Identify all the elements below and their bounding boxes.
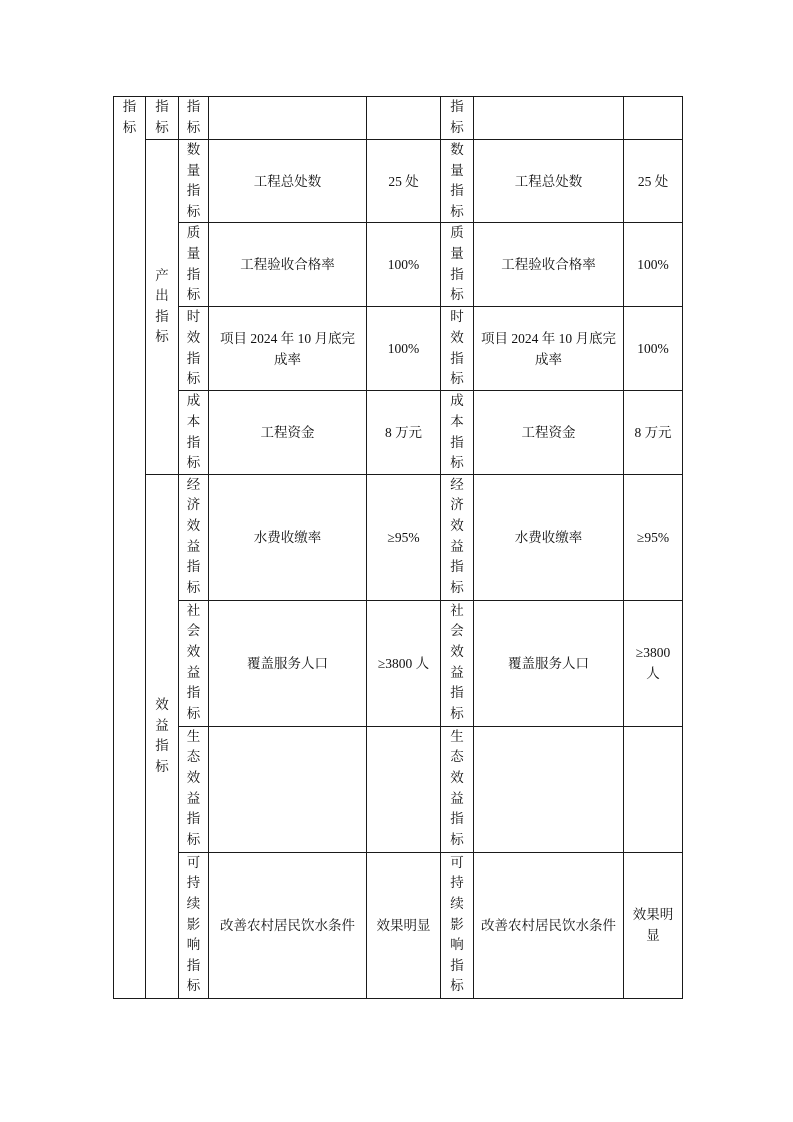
empty-cell	[209, 97, 367, 140]
indicator-type-label: 质量指标	[450, 225, 464, 303]
output-indicators-label: 产出指标	[155, 267, 169, 345]
indicator-value-left: 效果明显	[367, 852, 441, 998]
empty-cell	[474, 97, 624, 140]
indicator-type-label: 数量指标	[186, 142, 201, 219]
indicator-item-left: 工程资金	[209, 391, 367, 474]
indicator-type-right	[441, 852, 474, 998]
table-row	[114, 600, 683, 726]
table-row	[114, 391, 683, 474]
indicator-item-right: 项目 2024 年 10 月底完成率	[474, 307, 624, 391]
indicator-type-label: 成本指标	[450, 393, 464, 471]
empty-cell	[209, 726, 367, 852]
indicator-type-right	[441, 474, 474, 600]
indicator-value-right: 效果明显	[624, 852, 683, 998]
indicator-type-label: 经济效益指标	[186, 476, 201, 595]
indicator-type-label: 经济效益指标	[450, 476, 464, 595]
indicator-item-right: 工程总处数	[474, 140, 624, 223]
indicator-type-left	[179, 600, 209, 726]
level3-header-cell-right	[441, 97, 474, 140]
indicator-item-left: 工程验收合格率	[209, 223, 367, 307]
empty-cell	[624, 97, 683, 140]
indicator-item-right: 水费收缴率	[474, 474, 624, 600]
benefit-indicators-group-cell	[146, 474, 179, 998]
indicator-type-left	[179, 474, 209, 600]
indicator-type-right	[441, 140, 474, 223]
benefit-indicators-label: 效益指标	[155, 697, 169, 774]
indicator-type-right	[441, 391, 474, 474]
level2-header-label: 指标	[155, 99, 169, 135]
table-row	[114, 223, 683, 307]
indicator-item-left: 工程总处数	[209, 140, 367, 223]
empty-cell	[474, 726, 624, 852]
indicator-type-right	[441, 307, 474, 391]
indicator-type-label: 时效指标	[186, 309, 201, 387]
indicator-type-label: 时效指标	[450, 309, 464, 387]
indicator-value-right: ≥95%	[624, 474, 683, 600]
table-row	[114, 474, 683, 600]
table-row	[114, 140, 683, 223]
indicator-type-left	[179, 852, 209, 998]
indicator-value-left: 25 处	[367, 140, 441, 223]
output-indicators-group-cell	[146, 140, 179, 475]
indicator-value-right: ≥3800 人	[624, 600, 683, 726]
level3-header-label-left: 指标	[186, 99, 201, 135]
indicator-item-left: 改善农村居民饮水条件	[209, 852, 367, 998]
table-row	[114, 726, 683, 852]
empty-cell	[367, 97, 441, 140]
empty-cell	[624, 726, 683, 852]
table-row	[114, 307, 683, 391]
indicator-type-left	[179, 307, 209, 391]
indicator-type-label: 社会效益指标	[186, 602, 201, 721]
indicator-value-right: 25 处	[624, 140, 683, 223]
indicator-type-left	[179, 140, 209, 223]
indicator-type-label: 数量指标	[450, 142, 464, 219]
level2-header-cell	[146, 97, 179, 140]
indicator-item-left: 项目 2024 年 10 月底完成率	[209, 307, 367, 391]
level1-indicator-label: 指标	[122, 99, 137, 135]
indicator-type-label: 生态效益指标	[450, 728, 464, 847]
indicator-type-label: 社会效益指标	[450, 602, 464, 721]
table-row	[114, 852, 683, 998]
indicator-value-left: ≥3800 人	[367, 600, 441, 726]
indicator-item-right: 工程资金	[474, 391, 624, 474]
indicator-value-left: 100%	[367, 307, 441, 391]
indicator-value-left: ≥95%	[367, 474, 441, 600]
indicator-type-right	[441, 726, 474, 852]
level3-header-label-right: 指标	[450, 99, 464, 135]
level1-indicator-cell	[114, 97, 146, 999]
level3-header-cell-left	[179, 97, 209, 140]
indicator-type-label: 成本指标	[186, 393, 201, 471]
indicator-value-right: 8 万元	[624, 391, 683, 474]
indicator-type-right	[441, 600, 474, 726]
indicator-type-right	[441, 223, 474, 307]
indicator-item-left: 水费收缴率	[209, 474, 367, 600]
indicator-type-left	[179, 391, 209, 474]
indicator-value-left: 100%	[367, 223, 441, 307]
indicator-value-right: 100%	[624, 223, 683, 307]
indicator-item-left: 覆盖服务人口	[209, 600, 367, 726]
indicator-item-right: 工程验收合格率	[474, 223, 624, 307]
indicator-type-left	[179, 223, 209, 307]
indicator-value-right: 100%	[624, 307, 683, 391]
indicator-value-left: 8 万元	[367, 391, 441, 474]
indicator-table	[113, 96, 683, 999]
indicator-type-label: 质量指标	[186, 225, 201, 303]
empty-cell	[367, 726, 441, 852]
table-row	[114, 97, 683, 140]
indicator-type-label: 可持续影响指标	[450, 854, 464, 994]
indicator-type-label: 可持续影响指标	[186, 854, 201, 994]
indicator-item-right: 改善农村居民饮水条件	[474, 852, 624, 998]
indicator-type-label: 生态效益指标	[186, 728, 201, 847]
indicator-type-left	[179, 726, 209, 852]
indicator-item-right: 覆盖服务人口	[474, 600, 624, 726]
document-page	[113, 96, 683, 999]
